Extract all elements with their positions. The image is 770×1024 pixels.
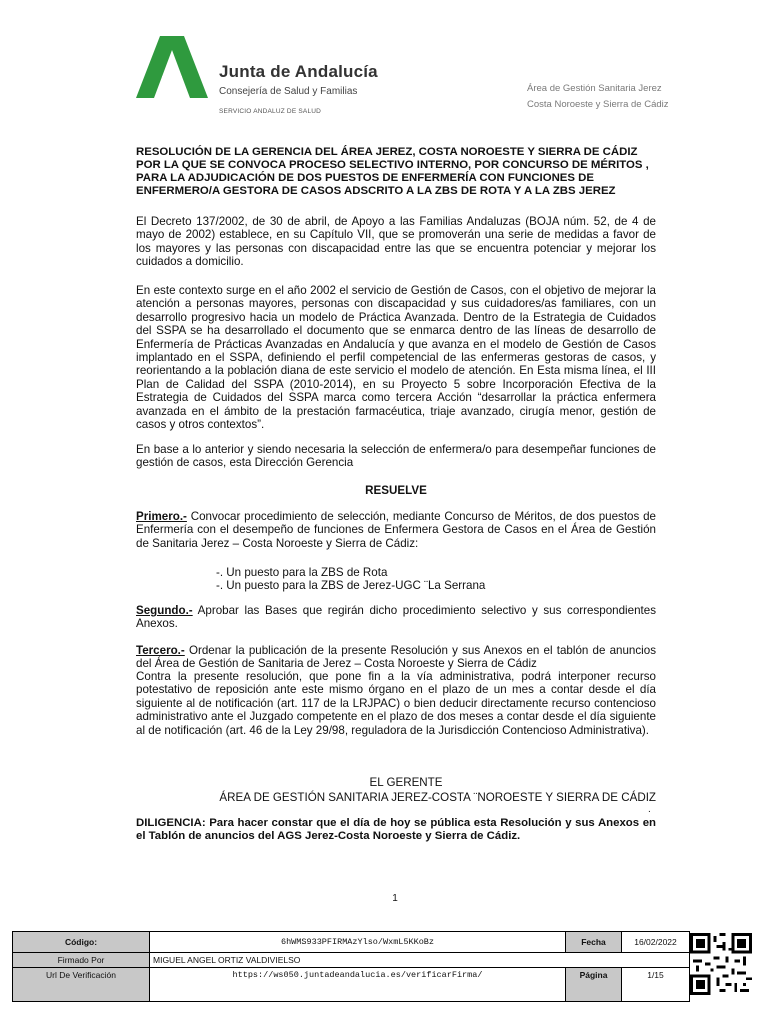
org-subtitle: Consejería de Salud y Familias (219, 86, 358, 97)
primero-label: Primero.- (136, 510, 187, 523)
paragraph-decreto: El Decreto 137/2002, de 30 de abril, de Apoyo a las Familias Andaluzas (BOJA núm. 52, de 4 de mayo de 2002) establece, en su Capítulo VII, que se promoverán una serie de medidas a favor de los mayores y las personas con discapacidad entre las que se encuentra potenciar y mejorar los cuidados a domicilio. (136, 215, 656, 269)
codigo-value: 6hWMS933PFIRMAzYlso/WxmL5KKoBz (150, 932, 566, 953)
org-title: Junta de Andalucía (219, 62, 378, 81)
diligencia-text: DILIGENCIA: Para hacer constar que el día de hoy se pública esta Resolución y sus Anexos en el Tablón de anuncios del AGS Jerez-Costa Noroeste y Sierra de Cádiz. (136, 817, 656, 843)
primero-text: Convocar procedimiento de selección, mediante Concurso de Méritos, de dos puestos de Enfermería con el desempeño de funciones de Enfermera Gestora de Casos en el Área de Gestión de Sanitaria Jerez – Costa Noroeste y Sierra de Cádiz: (136, 510, 656, 550)
qr-code-icon (690, 933, 752, 995)
paragraph-base: En base a lo anterior y siendo necesaria la selección de enfermera/o para desempeñar funciones de gestión de casos, esta Dirección Gerencia (136, 443, 656, 470)
puestos-list (216, 566, 485, 593)
pagina-label: Página (566, 968, 622, 1001)
firmado-value: MIGUEL ANGEL ORTIZ VALDIVIELSO (150, 953, 689, 968)
document-title: RESOLUCIÓN DE LA GERENCIA DEL ÁREA JEREZ, COSTA NOROESTE Y SIERRA DE CÁDIZ POR LA QUE SE CONVOCA PROCESO SELECTIVO INTERNO, POR CONCURSO DE MÉRITOS , PARA LA ADJUDICACIÓN DE DOS PUESTOS DE ENFERMERÍA CON FUNCIONES DE ENFERMERO/A GESTORA DE CASOS ADSCRITO A LA ZBS DE ROTA Y A LA ZBS JEREZ (136, 146, 649, 197)
signature-role: EL GERENTE (369, 776, 443, 789)
paragraph-tercero (136, 644, 656, 671)
paragraph-contexto: En este contexto surge en el año 2002 el servicio de Gestión de Casos, con el objetivo de mejorar la atención a personas mayores, personas con discapacidad y sus cuidadores/as familiares, con un desarrollo progresivo hacia un modelo de Práctica Avanzada. Dentro de la Estrategia de Cuidados del SSPA se ha desarrollado el documento que se enmarca dentro de las líneas de desarrollo de Enfermería de Prácticas Avanzadas en Andalucía y que avanza en el modelo de Gestión de Casos implantado en el SSPA, definiendo el perfil competencial de las enfermeras gestoras de casos, y reorientando a la población diana de este servicio el modelo de atención. En Esta misma línea, el III Plan de Calidad del SSPA (2010-2014), en su Proyecto 5 sobre Incorporación Efectiva de la Estrategia de Cuidados del SSPA marca como tercera Acción “desarrollar la práctica enfermera avanzada en el ámbito de la prestación farmacéutica, triaje avanzado, cirugía menor, gestión de casos y otros contextos”. (136, 284, 656, 432)
fecha-label: Fecha (566, 932, 622, 953)
area-line-1: Área de Gestión Sanitaria Jerez (527, 83, 662, 94)
codigo-label: Código: (13, 932, 150, 953)
signature-area: ÁREA DE GESTIÓN SANITARIA JEREZ-COSTA ¨NOROESTE Y SIERRA DE CÁDIZ (219, 791, 656, 804)
fecha-value: 16/02/2022 (622, 932, 689, 953)
pagina-value: 1/15 (647, 970, 664, 980)
tercero-text: Ordenar la publicación de la presente Resolución y sus Anexos en el tablón de anuncios del Área de Gestión de Sanitaria de Jerez – Costa Noroeste y Sierra de Cádiz (136, 644, 656, 671)
url-label: Url De Verificación (13, 968, 150, 1001)
segundo-label: Segundo.- (136, 604, 193, 617)
signature-dot: . (648, 804, 651, 815)
segundo-text: Aprobar las Bases que regirán dicho procedimiento selectivo y sus correspondientes Anexos. (136, 604, 656, 631)
paragraph-primero (136, 510, 656, 550)
paragraph-segundo (136, 604, 656, 631)
page-number: 1 (392, 893, 398, 904)
paragraph-recurso: Contra la presente resolución, que pone fin a la vía administrativa, podrá interponer recurso potestativo de reposición ante este mismo órgano en el plazo de un mes a contar desde el día siguiente al de notificación (art. 117 de la LRJPAC) o bien deducir directamente recurso contencioso administrativo ante el Juzgado competente en el plazo de dos meses a contar desde el día siguiente al de notificación (art. 46 de la Ley 29/98, reguladora de la Jurisdicción Contencioso Administrativa). (136, 670, 656, 737)
tercero-label: Tercero.- (136, 644, 185, 657)
junta-andalucia-logo-icon (136, 36, 208, 98)
signature-verification-box (12, 931, 690, 1002)
url-value[interactable]: https://ws050.juntadeandalucia.es/verificarFirma/ (150, 968, 566, 1001)
list-item: -. Un puesto para la ZBS de Rota (216, 566, 388, 579)
resuelve-heading: RESUELVE (365, 484, 427, 497)
firmado-label: Firmado Por (13, 953, 150, 968)
area-line-2: Costa Noroeste y Sierra de Cádiz (527, 99, 669, 110)
org-service: SERVICIO ANDALUZ DE SALUD (219, 108, 322, 115)
list-item: -. Un puesto para la ZBS de Jerez-UGC ¨La Serrana (216, 579, 486, 593)
